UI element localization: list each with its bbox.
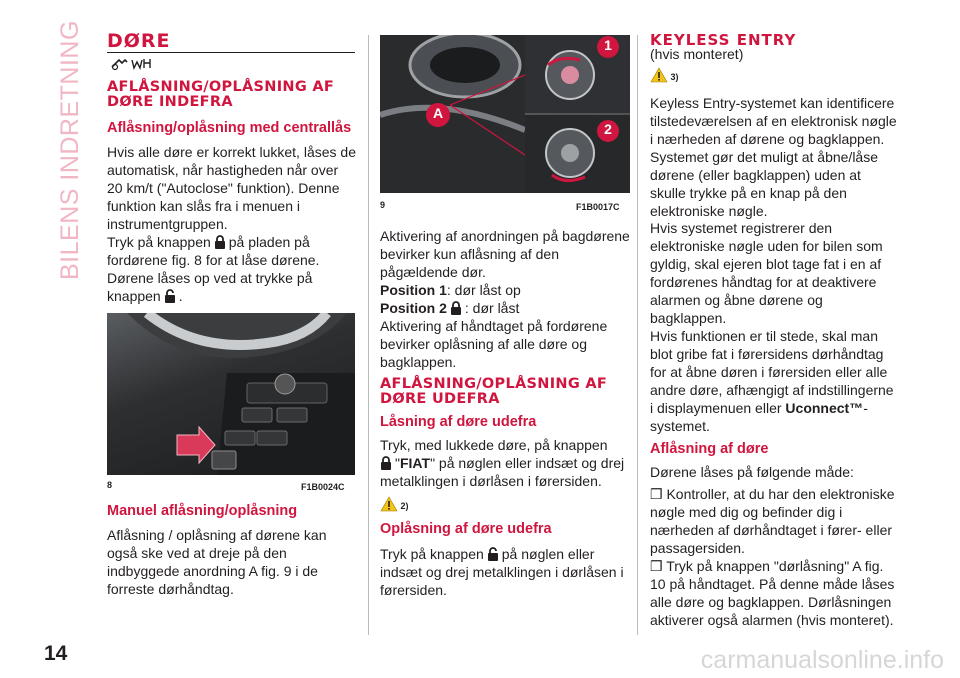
list-item: ❒ Kontroller, at du har den elektroniske nøgle med dig og befinder dig i nærheden af dørhåndtaget i fører- eller passagersiden. [650, 486, 895, 556]
position-1-line: Position 1: dør låst op [380, 282, 521, 298]
paragraph-keyless-intro: Keyless Entry-systemet kan identificere tilstedeværelsen af en elektronisk nøgle i nærheden af dørene og bagklappen. Systemet gør det muligt at åbne/låse dørene (eller bagklappen) uden at skulle trykke på en knap på den elektroniske nøgle. [650, 95, 897, 219]
list-item: ❒ Tryk på knappen "dørlåsning" A fig. 10 på håndtaget. På denne måde låses alle døre og bagklappen. Dørlåsningen aktiverer også alarmen (hvis monteret). [650, 558, 895, 628]
heading-unlock-outside: Oplåsning af døre udefra [380, 521, 552, 537]
heading-manual-locking: Manuel aflåsning/oplåsning [107, 503, 298, 519]
position-2-line: Position 2 : dør låst [380, 300, 520, 316]
padlock-open-icon [487, 547, 499, 561]
page-number: 14 [44, 642, 68, 665]
figure-code: F1B0017C [576, 202, 620, 212]
stop-start-key-icon [109, 56, 155, 71]
padlock-closed-icon [450, 301, 462, 315]
paragraph-locking-intro: Dørene låses på følgende måde: [650, 464, 854, 480]
section-title: DØRE [107, 30, 171, 52]
lock-device-illustration [380, 35, 630, 193]
paragraph-autoclose: Hvis alle døre er korrekt lukket, låses de automatisk, når hastigheden når over 20 km/t ("Autoclose" funktion). Denne funktion kan slås fra i menuen i instrumentgruppen. [107, 144, 356, 232]
paragraph-unlock-outside: Tryk på knappen på nøglen eller indsæt og drej metalklingen i dørlåsen i førersiden. [380, 546, 624, 598]
callout-A: A [432, 105, 444, 121]
figure-number: 9 [380, 200, 386, 210]
chapter-title [56, 20, 90, 280]
watermark: carmanualsonline.info [700, 646, 944, 674]
paragraph-rear-doors: Aktivering af anordningen på bagdørene bevirker kun aflåsning af den pågældende dør. [380, 228, 630, 280]
paragraph-front-handle: Aktivering af håndtaget på fordørene bevirker oplåsning af alle døre og bagklappen. [380, 318, 608, 370]
figure-9-lock-device-photo [380, 35, 630, 193]
paragraph-unlock-button: Dørene låses op ved at trykke på knappen . [107, 270, 313, 304]
section-title: KEYLESS ENTRY [650, 31, 797, 49]
section-rule [107, 52, 355, 53]
heading-locking-doors: Aflåsning af døre [650, 441, 769, 457]
paragraph-lock-button: Tryk på knappen på pladen på fordørene fig. 8 for at låse dørene. [107, 234, 320, 268]
paragraph-keyless-driver: Hvis funktionen er til stede, skal man blot gribe fat i førersidens dørhåndtag for at åbne døren i førersiden eller alle andre døre, afhængigt af indstillingerne i displaymenuen eller Uconnect™-systemet. [650, 328, 894, 434]
warning-ref-2: 2) [380, 496, 409, 512]
paragraph-lock-outside: Tryk, med lukkede døre, på knappen "FIAT" på nøglen eller indsæt og drej metalklingen i dørlåsen i førersiden. [380, 437, 625, 489]
padlock-closed-icon [214, 235, 226, 249]
paragraph-manual-locking: Aflåsning / oplåsning af dørene kan også ske ved at dreje på den indbyggede anordning A fig. 9 i de forreste dørhåndtag. [107, 527, 327, 597]
subsection-title: AFLÅSNING/OPLÅSNING AF DØRE INDEFRA [107, 79, 335, 110]
bullet-checkbox-icon: ❒ [650, 486, 663, 502]
padlock-open-icon [164, 289, 176, 303]
callout-1: 1 [604, 37, 612, 53]
chapter-title-text: BILENS INDRETNING [56, 20, 84, 280]
figure-code: F1B0024C [301, 482, 345, 492]
bullet-checkbox-icon: ❒ [650, 558, 663, 574]
figure-8-door-panel-photo [107, 313, 355, 475]
door-panel-illustration [107, 313, 355, 475]
paragraph-keyless-valid: Hvis systemet registrerer den elektroniske nøgle uden for bilen som gyldig, skal ejeren blot tage fat i en af fordørenes håndtag for at deaktivere alarmen og åbne dørene og bagklappen. [650, 220, 883, 326]
callout-2: 2 [604, 121, 612, 137]
section-subtitle: (hvis monteret) [650, 46, 744, 62]
heading-lock-outside: Låsning af døre udefra [380, 414, 537, 430]
warning-ref-3: 3) [650, 67, 679, 83]
padlock-closed-icon [380, 456, 392, 470]
column-divider [368, 35, 369, 635]
subsection-title: AFLÅSNING/OPLÅSNING AF DØRE UDEFRA [380, 376, 608, 407]
figure-number: 8 [107, 480, 113, 490]
column-divider [637, 35, 638, 635]
warning-triangle-icon [650, 67, 668, 83]
heading-central-locking: Aflåsning/oplåsning med centrallås [107, 120, 352, 136]
warning-triangle-icon [380, 496, 398, 512]
